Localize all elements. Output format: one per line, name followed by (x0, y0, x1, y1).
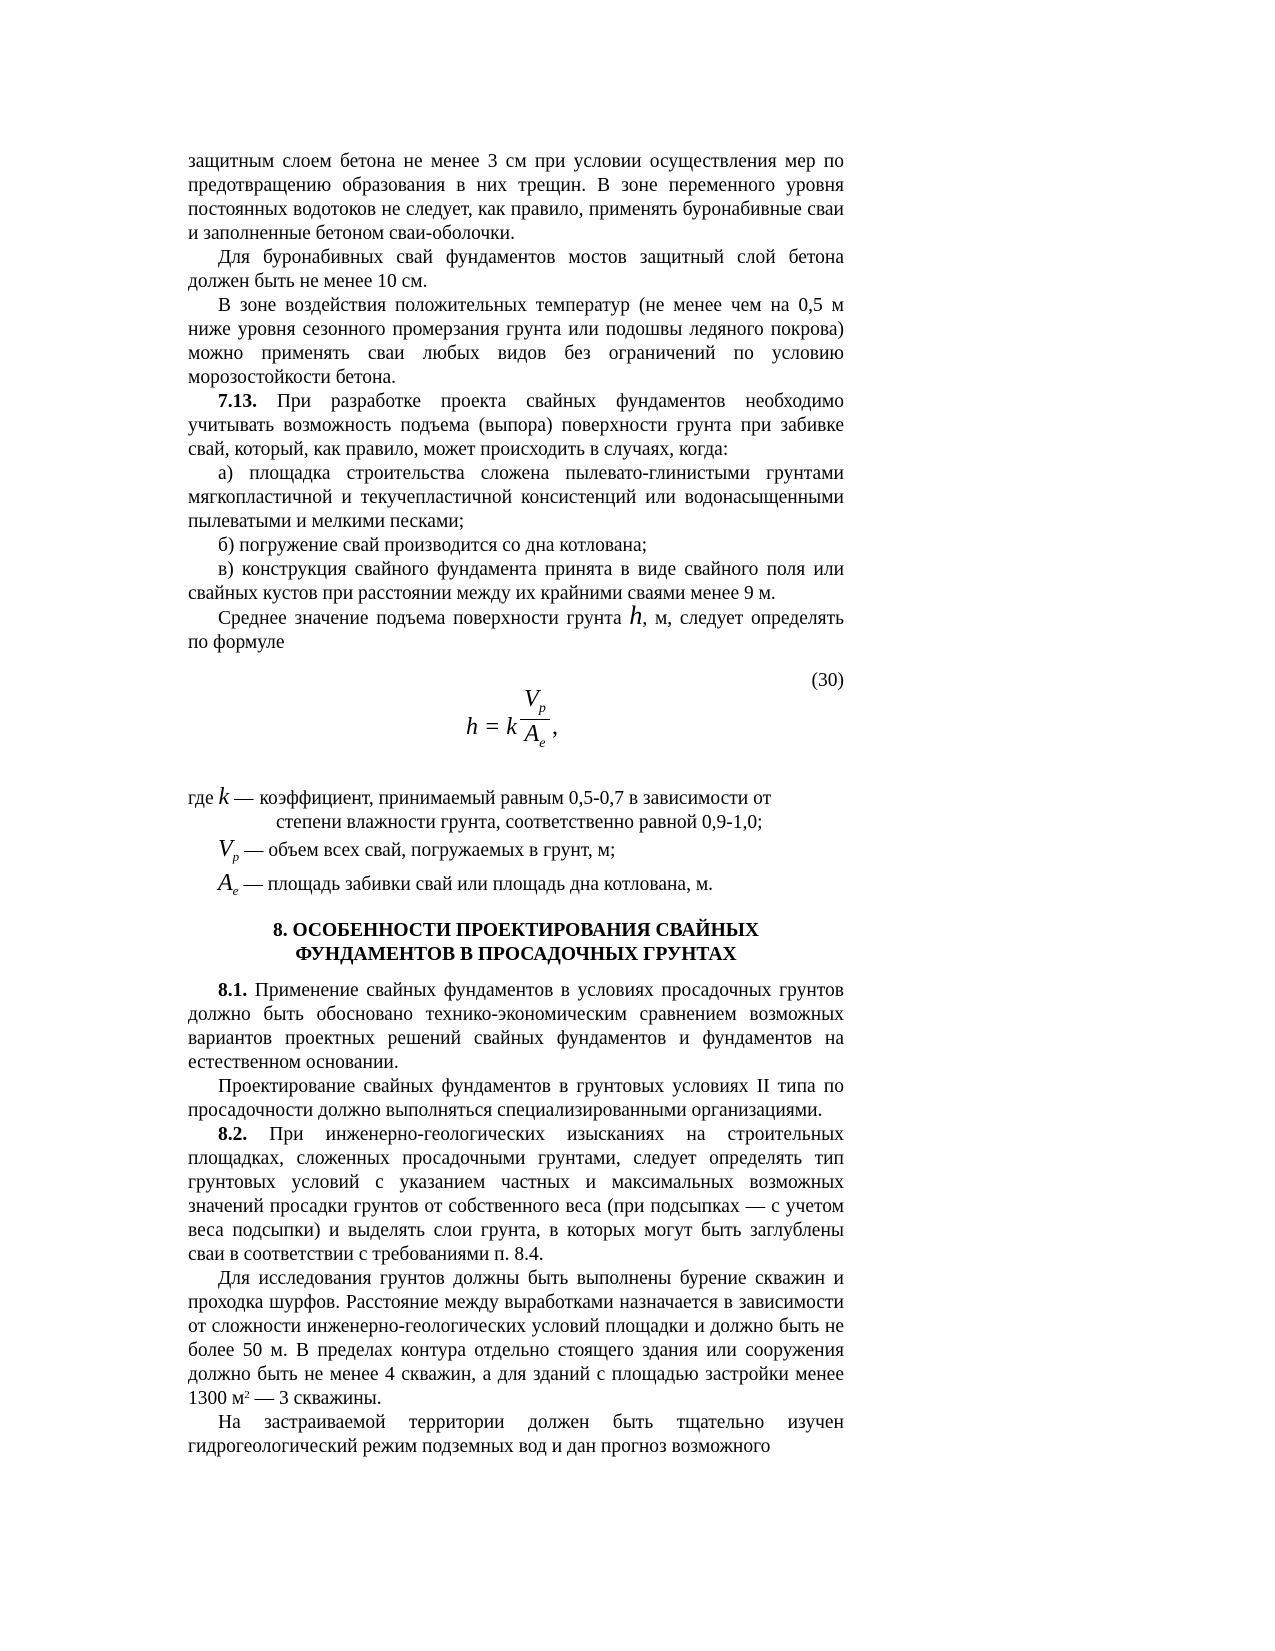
where-k-continuation: степени влажности грунта, соответственно равной 0,9-1,0; (276, 812, 763, 833)
heading-line-1: 8. ОСОБЕННОСТИ ПРОЕКТИРОВАНИЯ СВАЙНЫХ (272, 919, 759, 941)
text: Среднее значение подъема поверхности грунта (218, 608, 630, 629)
document-page (188, 150, 844, 1459)
clause-number: 7.13. (218, 391, 257, 412)
symbol-h: h (629, 601, 643, 630)
paragraph-text: Применение свайных фундаментов в условиях просадочных грунтов должно быть обосновано технико-экономическим сравнением возможных вариантов проектных решений свайных фундаментов и фундаментов на естественном основании. (188, 979, 844, 1073)
formula-denominator (520, 722, 550, 756)
paragraph: защитным слоем бетона не менее 3 см при условии осуществления мер по предотвращению образования в них трещин. В зоне переменного уровня постоянных водотоков не следует, как правило, применять буронабивные сваи и заполненные бетоном сваи-оболочки. (188, 151, 844, 244)
paragraph-8-2 (188, 1123, 844, 1267)
formula-numerator (520, 687, 550, 717)
where-v-text: — объем всех свай, погружаемых в грунт, м; (239, 840, 616, 861)
paragraph: Проектирование свайных фундаментов в грунтовых условиях II типа по просадочности должно выполняться специализированными организациями. (188, 1075, 844, 1121)
list-item-b: б) погружение свай производится со дна котлована; (218, 535, 648, 556)
formula (188, 687, 844, 765)
fraction-bar (520, 719, 550, 720)
formula-comma: , (552, 714, 558, 740)
text: , м, следует определять по формуле (188, 608, 844, 653)
paragraph-tail: — 3 скважины. (249, 1387, 382, 1409)
section-heading (188, 919, 844, 967)
paragraph (188, 1267, 844, 1411)
paragraph-text: При разработке проекта свайных фундаментов необходимо учитывать возможность подъема (выпора) поверхности грунта при забивке свай, который, как правило, может происходить в случаях, когда: (188, 391, 844, 460)
paragraph: В зоне воздействия положительных температур (не менее чем на 0,5 м ниже уровня сезонного промерзания грунта или подошвы ледяного покрова) можно применять сваи любых видов без ограничений по условию морозостойкости бетона. (188, 295, 844, 388)
paragraph: Для буронабивных свай фундаментов мостов защитный слой бетона должен быть не менее 10 см. (188, 247, 844, 292)
where-block (188, 784, 844, 903)
superscript: 2 (244, 1388, 250, 1401)
heading-line-2: ФУНДАМЕНТОВ В ПРОСАДОЧНЫХ ГРУНТАХ (295, 943, 737, 965)
clause-number: 8.2. (218, 1123, 248, 1145)
where-word: где (188, 788, 214, 809)
where-row-v (188, 836, 844, 869)
paragraph-8-1 (188, 979, 844, 1075)
formula-fraction (520, 687, 550, 756)
denominator-symbol: A (524, 721, 540, 747)
denominator-subscript: e (539, 735, 546, 751)
where-a-text: — площадь забивки свай или площадь дна котлована, м. (238, 873, 714, 895)
list-item-v: в) конструкция свайного фундамента принята в виде свайного поля или свайных кустов при расстоянии между их крайними сваями менее 9 м. (188, 559, 844, 604)
symbol-v: V (218, 836, 233, 862)
symbol-v-subscript: p (232, 848, 240, 864)
clause-number: 8.1. (218, 979, 248, 1001)
where-row-k (188, 784, 844, 811)
symbol-a: A (218, 869, 233, 896)
paragraph-text: Для исследования грунтов должны быть выполнены бурение скважин и проходка шурфов. Расстояние между выработками назначается в зависимости от сложности инженерно-геологических условий площадки и должно быть не более 50 м. В пределах контура отдельно стоящего здания или сооружения должно быть не менее 4 скважин, а для зданий с площадью застройки менее 1300 м (188, 1267, 844, 1409)
list-item-a: а) площадка строительства сложена пылевато-глинистыми грунтами мягкопластичной и текучепластичной консистенций или водонасыщенными пылеватыми и мелкими песками; (188, 463, 844, 532)
where-lead (188, 784, 254, 811)
paragraph-7-13 (188, 390, 844, 462)
numerator-symbol: V (524, 686, 539, 712)
numerator-subscript: p (538, 700, 546, 716)
where-row-a (188, 869, 844, 903)
symbol-k: k (218, 784, 230, 810)
formula-lhs: h = k (466, 714, 517, 740)
paragraph-formula-intro (188, 601, 844, 655)
where-k-text: коэффициент, принимаемый равным 0,5-0,7 в зависимости от (259, 788, 772, 809)
paragraph-text: При инженерно-геологических изысканиях на строительных площадках, сложенных просадочными грунтами, следует определять тип грунтовых условий с указанием частных и максимальных возможных значений просадки грунтов от собственного веса (при подсыпках — с учетом веса подсыпки) и выделять слои грунта, в которых могут быть заглублены сваи в соответствии с требованиями п. 8.4. (188, 1123, 844, 1265)
equation-number: (30) (811, 670, 844, 691)
paragraph: На застраиваемой территории должен быть тщательно изучен гидрогеологический режим подземных вод и дан прогноз возможного (188, 1411, 844, 1457)
symbol-a-subscript: e (232, 882, 239, 898)
dash: — (234, 788, 254, 809)
